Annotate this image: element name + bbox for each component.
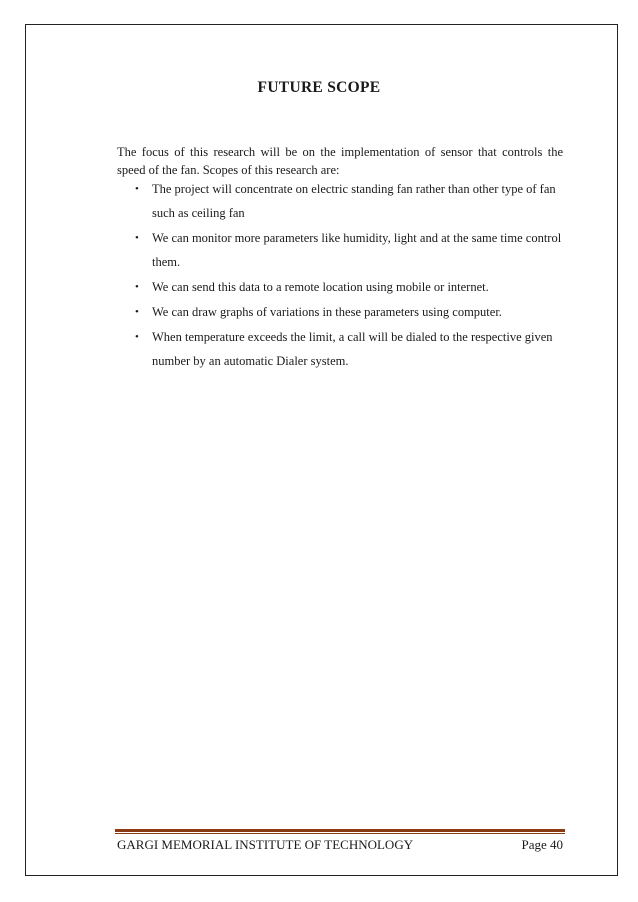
footer-divider <box>115 829 565 832</box>
list-item <box>117 275 563 299</box>
list-item <box>117 177 563 225</box>
footer-institution: GARGI MEMORIAL INSTITUTE OF TECHNOLOGY <box>117 837 414 852</box>
scope-list <box>117 177 563 374</box>
bullet-icon: • <box>135 281 139 293</box>
list-item-text: We can monitor more parameters like humidity, light and at the same time control them. <box>152 231 562 269</box>
footer-page-number: Page 40 <box>521 837 563 852</box>
list-item <box>117 300 563 324</box>
list-item-text: When temperature exceeds the limit, a call will be dialed to the respective given number by an automatic Dialer system. <box>152 330 553 368</box>
list-item-text: The project will concentrate on electric standing fan rather than other type of fan such as ceiling fan <box>152 182 556 220</box>
bullet-icon: • <box>135 306 139 318</box>
bullet-icon: • <box>135 331 139 343</box>
page-footer <box>117 837 563 853</box>
page-title: FUTURE SCOPE <box>257 79 381 96</box>
intro-paragraph: The focus of this research will be on the implementation of sensor that controls the speed of the fan. Scopes of this research are: <box>117 145 563 177</box>
bullet-icon: • <box>135 232 139 244</box>
footer-divider-thin <box>115 833 565 834</box>
list-item-text: We can draw graphs of variations in these parameters using computer. <box>152 305 502 319</box>
list-item-text: We can send this data to a remote location using mobile or internet. <box>152 280 489 294</box>
bullet-icon: • <box>135 183 139 195</box>
list-item <box>117 226 563 274</box>
list-item <box>117 325 563 373</box>
